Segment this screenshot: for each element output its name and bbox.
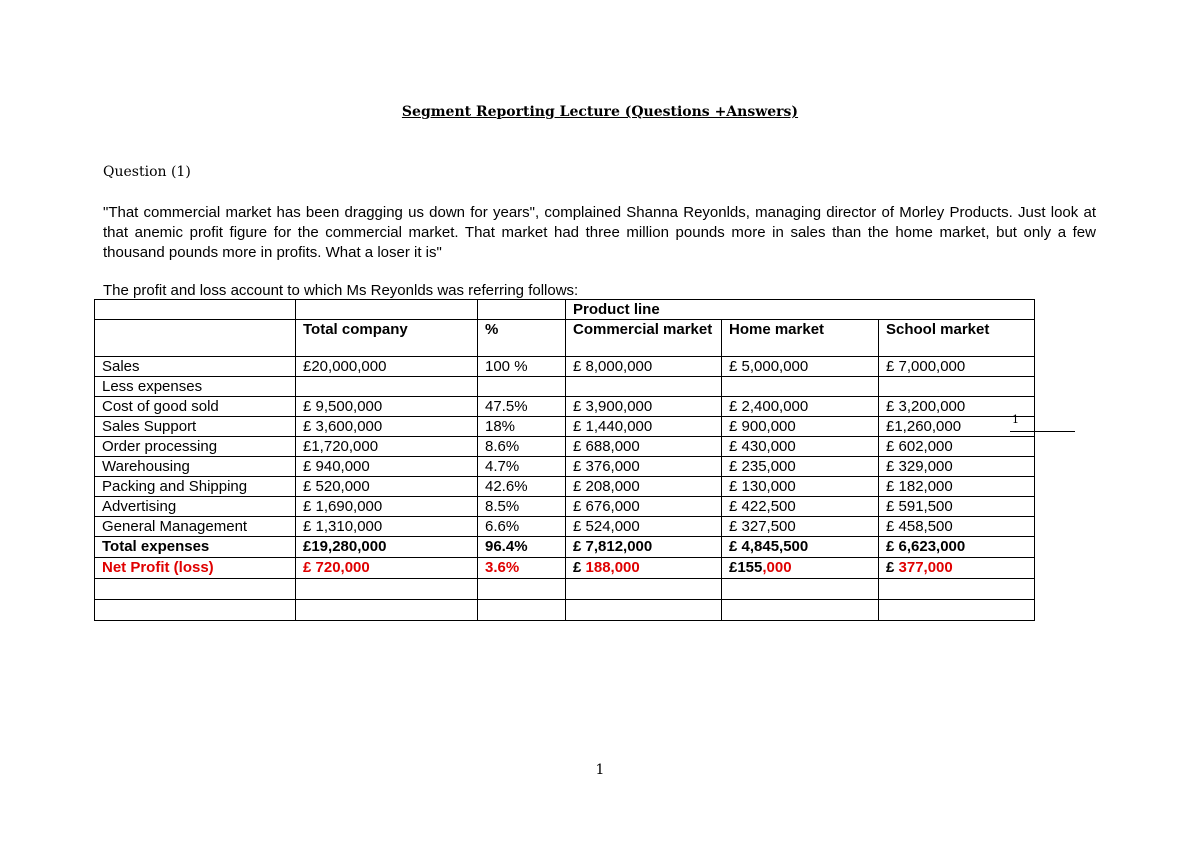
row-label-cell: Packing and Shipping xyxy=(95,477,296,497)
column-header: School market xyxy=(879,320,1035,357)
table-intro-text: The profit and loss account to which Ms Reyonlds was referring follows: xyxy=(103,282,579,299)
table-cell: £ 4,845,500 xyxy=(722,537,879,558)
table-cell xyxy=(879,558,1035,579)
table-cell xyxy=(478,300,566,320)
row-label-cell: Total expenses xyxy=(95,537,296,558)
table-cell xyxy=(879,579,1035,600)
table-row xyxy=(95,497,1035,517)
table-cell: £ 720,000 xyxy=(296,558,478,579)
table-row xyxy=(95,357,1035,377)
currency-prefix: £ xyxy=(573,559,582,576)
table-row xyxy=(95,600,1035,621)
table-cell xyxy=(879,377,1035,397)
profit-amount: ,000 xyxy=(762,559,792,576)
column-header: Commercial market xyxy=(566,320,722,357)
table-cell: £ 688,000 xyxy=(566,437,722,457)
table-cell xyxy=(566,558,722,579)
table-cell: £ 430,000 xyxy=(722,437,879,457)
table-row xyxy=(95,437,1035,457)
product-line-header: Product line xyxy=(566,300,1035,320)
table-cell: 96.4% xyxy=(478,537,566,558)
table-row xyxy=(95,558,1035,579)
table-cell: £ 5,000,000 xyxy=(722,357,879,377)
table-cell: 3.6% xyxy=(478,558,566,579)
table-header-row xyxy=(95,320,1035,357)
table-cell xyxy=(296,300,478,320)
page-title: Segment Reporting Lecture (Questions +Answers) xyxy=(401,104,799,120)
row-label-cell: Cost of good sold xyxy=(95,397,296,417)
currency-prefix: £155 xyxy=(729,559,763,576)
row-label-cell: Net Profit (loss) xyxy=(95,558,296,579)
table-cell: 42.6% xyxy=(478,477,566,497)
table-group-header-row xyxy=(95,300,1035,320)
table-cell: 6.6% xyxy=(478,517,566,537)
table-row xyxy=(95,517,1035,537)
table-cell: £ 940,000 xyxy=(296,457,478,477)
row-label-cell xyxy=(95,579,296,600)
table-cell: £ 602,000 xyxy=(879,437,1035,457)
table-cell xyxy=(478,579,566,600)
table-cell: £ 182,000 xyxy=(879,477,1035,497)
question-heading: Question (1) xyxy=(103,164,191,180)
table-cell: £ 422,500 xyxy=(722,497,879,517)
table-cell xyxy=(566,600,722,621)
row-label-cell: Order processing xyxy=(95,437,296,457)
row-label-cell xyxy=(95,600,296,621)
table-cell: £ 9,500,000 xyxy=(296,397,478,417)
table-cell: £ 6,623,000 xyxy=(879,537,1035,558)
table-cell: 18% xyxy=(478,417,566,437)
table-row xyxy=(95,377,1035,397)
table-cell: £ 2,400,000 xyxy=(722,397,879,417)
table-cell: £ 524,000 xyxy=(566,517,722,537)
page-number: 1 xyxy=(595,762,605,778)
table-cell: 47.5% xyxy=(478,397,566,417)
table-cell: £ 3,600,000 xyxy=(296,417,478,437)
table-cell: £ 1,440,000 xyxy=(566,417,722,437)
table-cell xyxy=(296,377,478,397)
table-cell: £1,720,000 xyxy=(296,437,478,457)
currency-prefix: £ xyxy=(886,559,895,576)
table-cell xyxy=(722,600,879,621)
profit-loss-table xyxy=(94,299,1035,621)
table-cell: £1,260,000 xyxy=(879,417,1035,437)
table-cell xyxy=(296,579,478,600)
table-cell xyxy=(478,377,566,397)
table-cell xyxy=(722,558,879,579)
table-cell xyxy=(478,600,566,621)
question-paragraph: "That commercial market has been dragging us down for years", complained Shanna Reyonlds, managing director of Morley Products. Just look at that anemic profit figure for the commercial market. That market had three million pounds more in sales than the home market, but only a few thousand pounds more in profits. What a loser it is" xyxy=(103,204,1096,261)
table-cell: £ 130,000 xyxy=(722,477,879,497)
table-cell: £ 329,000 xyxy=(879,457,1035,477)
table-cell: 4.7% xyxy=(478,457,566,477)
table-cell xyxy=(722,579,879,600)
table-row xyxy=(95,537,1035,558)
table-cell: £ 3,900,000 xyxy=(566,397,722,417)
column-header: % xyxy=(478,320,566,357)
row-label-cell: Warehousing xyxy=(95,457,296,477)
table-cell: £ 235,000 xyxy=(722,457,879,477)
table-cell: 8.5% xyxy=(478,497,566,517)
table-cell xyxy=(722,377,879,397)
column-header xyxy=(95,320,296,357)
table-cell: £ 327,500 xyxy=(722,517,879,537)
row-label-cell: General Management xyxy=(95,517,296,537)
table-cell xyxy=(566,377,722,397)
table-cell xyxy=(879,600,1035,621)
table-cell: £ 1,310,000 xyxy=(296,517,478,537)
table-cell: £20,000,000 xyxy=(296,357,478,377)
side-margin-number: 1 xyxy=(1012,413,1019,426)
table-cell: £ 1,690,000 xyxy=(296,497,478,517)
row-label-cell: Advertising xyxy=(95,497,296,517)
row-label-cell: Sales xyxy=(95,357,296,377)
table-cell: £19,280,000 xyxy=(296,537,478,558)
row-label-cell: Less expenses xyxy=(95,377,296,397)
table-row xyxy=(95,417,1035,437)
table-cell: 100 % xyxy=(478,357,566,377)
table-cell: 8.6% xyxy=(478,437,566,457)
table-cell: £ 3,200,000 xyxy=(879,397,1035,417)
table-row xyxy=(95,579,1035,600)
table-cell: £ 8,000,000 xyxy=(566,357,722,377)
profit-amount: 377,000 xyxy=(894,559,953,576)
table-cell: £ 376,000 xyxy=(566,457,722,477)
table-row xyxy=(95,477,1035,497)
table-cell xyxy=(566,579,722,600)
table-cell: £ 7,812,000 xyxy=(566,537,722,558)
column-header: Total company xyxy=(296,320,478,357)
table-cell: £ 458,500 xyxy=(879,517,1035,537)
table-cell: £ 591,500 xyxy=(879,497,1035,517)
table-cell: £ 7,000,000 xyxy=(879,357,1035,377)
column-header: Home market xyxy=(722,320,879,357)
table-cell xyxy=(95,300,296,320)
table-row xyxy=(95,457,1035,477)
table-cell: £ 208,000 xyxy=(566,477,722,497)
table-cell xyxy=(296,600,478,621)
row-label-cell: Sales Support xyxy=(95,417,296,437)
profit-amount: 188,000 xyxy=(581,559,640,576)
table-cell: £ 900,000 xyxy=(722,417,879,437)
table-cell: £ 676,000 xyxy=(566,497,722,517)
table-cell: £ 520,000 xyxy=(296,477,478,497)
side-margin-line xyxy=(1010,431,1075,432)
table-row xyxy=(95,397,1035,417)
